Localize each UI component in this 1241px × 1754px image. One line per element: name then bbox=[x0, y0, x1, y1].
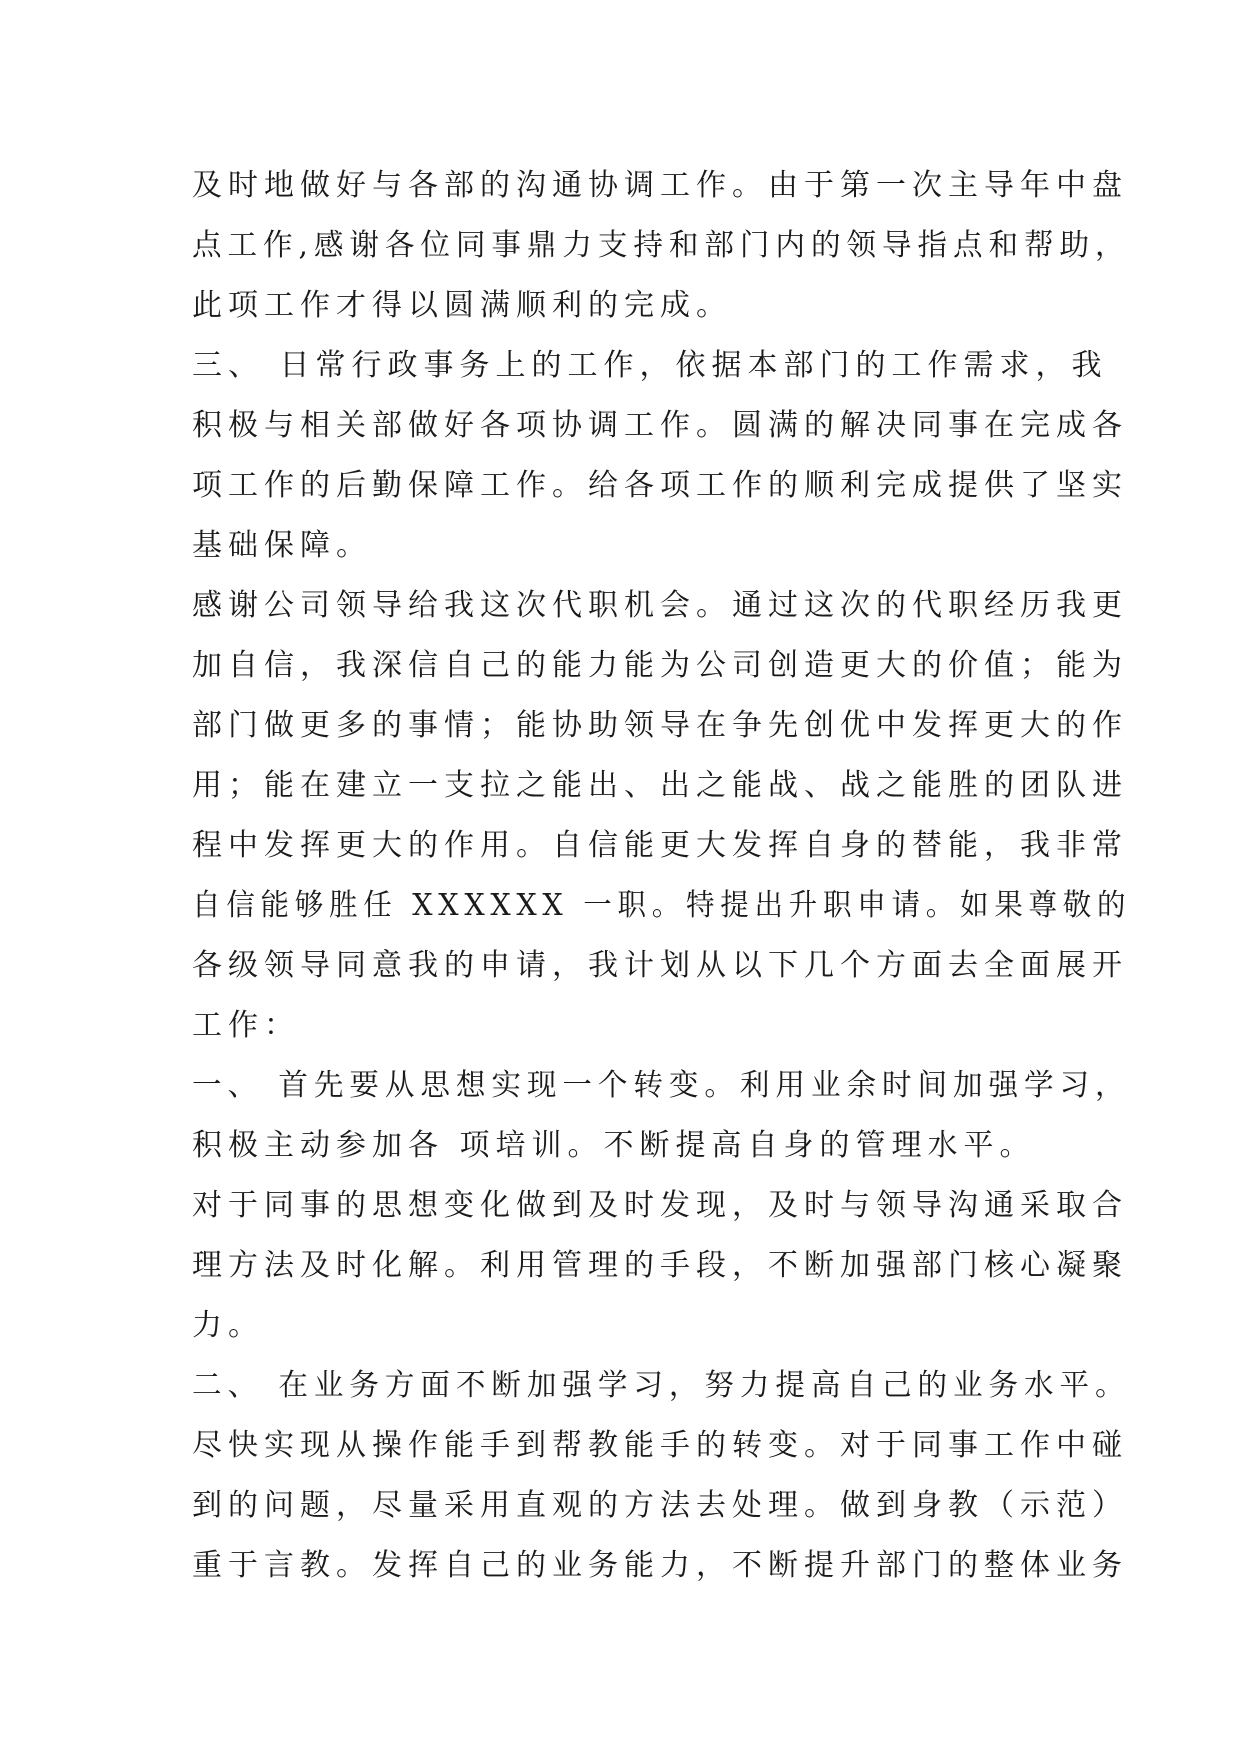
text-line: 重于言教。发挥自己的业务能力，不断提升部门的整体业务 bbox=[192, 1548, 1128, 1583]
text-line: 部门做更多的事情；能协助领导在争先创优中发挥更大的作 bbox=[192, 708, 1128, 743]
text-line: 及时地做好与各部的沟通协调工作。由于第一次主导年中盘 bbox=[192, 168, 1128, 203]
text-line: 工作： bbox=[192, 1008, 300, 1043]
text-line: 项工作的后勤保障工作。给各项工作的顺利完成提供了坚实 bbox=[192, 468, 1128, 503]
text-line: 程中发挥更大的作用。自信能更大发挥自身的替能，我非常 bbox=[192, 828, 1128, 863]
text-line: 力。 bbox=[192, 1308, 264, 1343]
text-line: 理方法及时化解。利用管理的手段，不断加强部门核心凝聚 bbox=[192, 1248, 1128, 1283]
text-line: 尽快实现从操作能手到帮教能手的转变。对于同事工作中碰 bbox=[192, 1428, 1128, 1463]
text-line: 点工作,感谢各位同事鼎力支持和部门内的领导指点和帮助， bbox=[192, 228, 1131, 263]
text-line: 三、 日常行政事务上的工作，依据本部门的工作需求，我 bbox=[192, 348, 1108, 383]
text-line: 二、 在业务方面不断加强学习，努力提高自己的业务水平。 bbox=[192, 1368, 1131, 1403]
text-line: 自信能够胜任 XXXXXX 一职。特提出升职申请。如果尊敬的 bbox=[192, 888, 1132, 923]
text-line: 积极主动参加各 项培训。不断提高自身的管理水平。 bbox=[192, 1128, 1036, 1163]
text-line: 一、 首先要从思想实现一个转变。利用业余时间加强学习， bbox=[192, 1068, 1131, 1103]
text-line: 加自信，我深信自己的能力能为公司创造更大的价值；能为 bbox=[192, 648, 1128, 683]
text-line: 到的问题，尽量采用直观的方法去处理。做到身教（示范） bbox=[192, 1488, 1128, 1523]
text-line: 用；能在建立一支拉之能出、出之能战、战之能胜的团队进 bbox=[192, 768, 1128, 803]
text-line: 积极与相关部做好各项协调工作。圆满的解决同事在完成各 bbox=[192, 408, 1128, 443]
text-line: 感谢公司领导给我这次代职机会。通过这次的代职经历我更 bbox=[192, 588, 1128, 623]
text-line: 对于同事的思想变化做到及时发现，及时与领导沟通采取合 bbox=[192, 1188, 1128, 1223]
text-line: 此项工作才得以圆满顺利的完成。 bbox=[192, 288, 732, 323]
text-line: 各级领导同意我的申请，我计划从以下几个方面去全面展开 bbox=[192, 948, 1128, 983]
text-line: 基础保障。 bbox=[192, 528, 372, 563]
